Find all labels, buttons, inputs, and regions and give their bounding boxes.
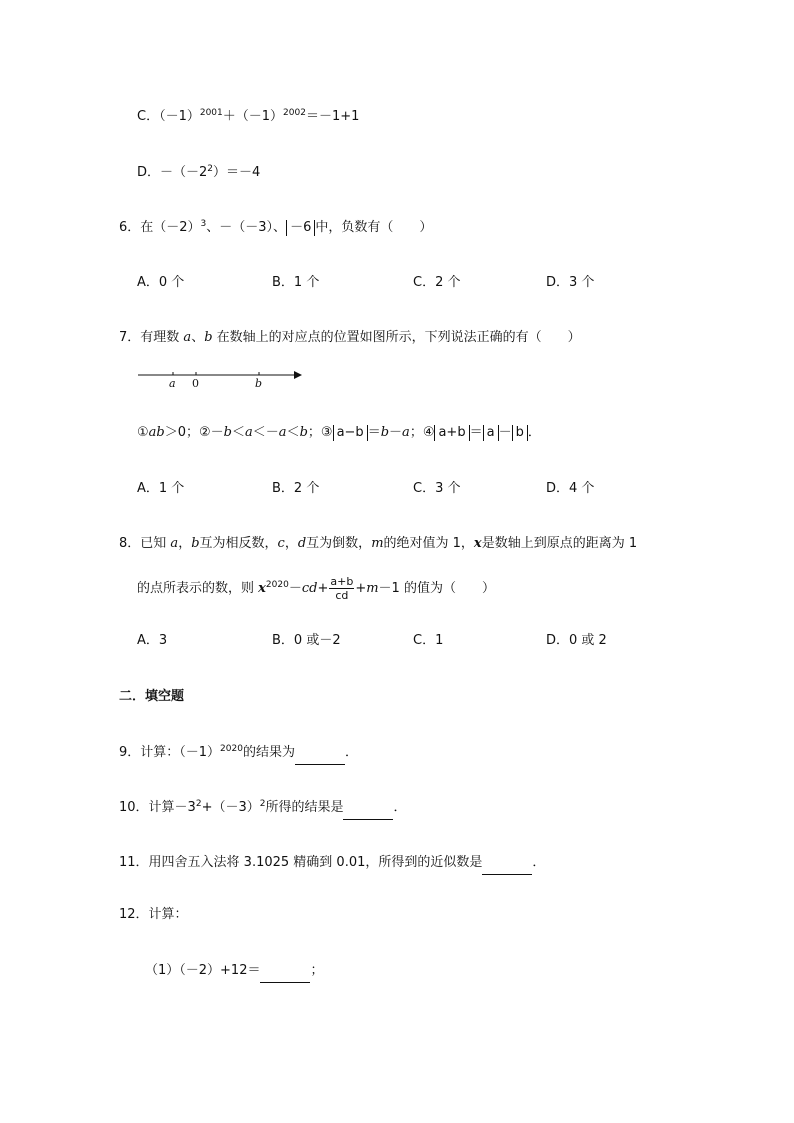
q6-option-d: D．3 个 [546,275,595,290]
abs-a: a [483,425,499,441]
q7-option-a: A．1 个 [137,481,185,496]
q7-statements: ①ab＞0；②－b＜a＜－a＜b；③ a−b ＝b－a；④ a+b ＝ a － b ． [137,425,541,440]
number-line-diagram [136,364,306,390]
absolute-value: －6 [286,220,315,236]
fraction: $\frac{a+b}{cd}$ [330,575,354,602]
q12-title: 12．计算： [119,907,188,922]
q6-stem: 6．在$(-2)^3$、－（－3）、 －6 中，负数有（ ） [119,219,433,235]
q5-option-d: D．$-(-2^2)=-4$ [137,164,261,180]
answer-blank[interactable] [295,746,345,765]
label-0: 0 [192,377,199,390]
q8-option-b: B．0 或－2 [272,633,341,648]
q12-part1: （1）（－2）+12＝ ； [145,962,324,983]
abs-a-plus-b: a+b [434,425,469,441]
q7-option-d: D．4 个 [546,481,595,496]
q6-option-b: B．1 个 [272,275,320,290]
answer-blank[interactable] [343,801,393,820]
q9-stem: 9．计算：$(-1)^{2020}$的结果为 ． [119,744,358,765]
answer-blank[interactable] [260,964,310,983]
label-b: b [255,377,263,390]
q8-option-d: D．0 或 2 [546,633,607,648]
q5-option-c: C．$(-1)^{2001}+(-1)^{2002}=-1+1$ [137,108,360,124]
q8-stem-line2: 的点所表示的数，则 $x^{2020}-cd+$ $\frac{a+b}{cd}$ +m－1 的值为（ ） [137,575,495,602]
q11-stem: 11．用四舍五入法将 3.1025 精确到 0.01，所得到的近似数是 ． [119,854,545,875]
q10-stem: 10．计算$-3^2+(-3)^2$所得的结果是 ． [119,799,407,820]
label-a: a [169,377,176,390]
q7-option-b: B．2 个 [272,481,320,496]
arrow-head-icon [294,371,302,379]
section-heading-fill-in: 二．填空题 [119,689,185,704]
q6-option-a: A．0 个 [137,275,185,290]
answer-blank[interactable] [482,856,532,875]
abs-a-minus-b: a−b [333,425,368,441]
q8-option-a: A．3 [137,633,168,648]
q6-option-c: C．2 个 [413,275,461,290]
abs-b: b [512,425,528,441]
q7-option-c: C．3 个 [413,481,461,496]
q8-option-c: C．1 [413,633,444,648]
q7-stem: 7．有理数 a、b 在数轴上的对应点的位置如图所示，下列说法正确的有（ ） [119,330,581,345]
q8-stem-line1: 8．已知 a，b互为相反数，c，d互为倒数，m的绝对值为 1，x是数轴上到原点的距离为 1 [119,536,638,551]
